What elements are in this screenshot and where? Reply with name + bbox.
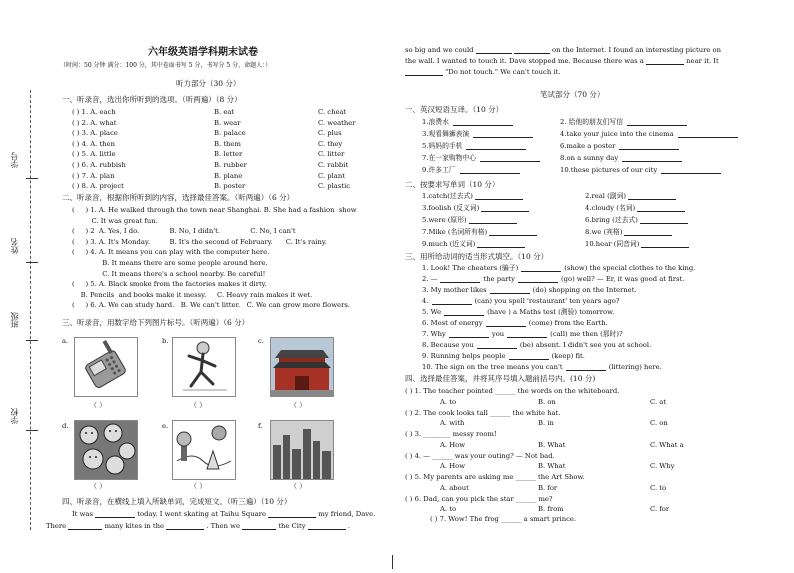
phrase-item bbox=[560, 154, 682, 162]
written-section-1-title: 一、英汉短语互译。（10 分） bbox=[405, 105, 504, 114]
answer-blank[interactable] bbox=[627, 125, 687, 126]
answer-blank[interactable] bbox=[466, 149, 526, 150]
verb-text: 10. The sign on the tree means you can't bbox=[422, 363, 563, 371]
city-picture bbox=[270, 420, 334, 480]
passage-text: many kites in the bbox=[104, 522, 164, 530]
phrase-item bbox=[560, 166, 721, 174]
pic-b-label: b. bbox=[162, 337, 169, 345]
answer-blank[interactable] bbox=[521, 271, 561, 272]
word-item bbox=[422, 192, 523, 200]
phrase-text: 3.观看舞狮表演 bbox=[422, 130, 470, 138]
verb-text: (littering) here. bbox=[608, 363, 662, 371]
answer-blank[interactable] bbox=[619, 149, 679, 150]
mc-question: ( ) 4. — ______ was your outing? — Not bad. bbox=[405, 451, 555, 460]
name-field[interactable] bbox=[26, 262, 38, 263]
answer-blank[interactable] bbox=[566, 370, 606, 371]
phrase-item bbox=[422, 166, 520, 174]
listening-header: 听力部分（30 分） bbox=[176, 79, 241, 88]
section-2-title: 二、听录音，根据你所听到的内容，选择最佳答案。（听两遍）（6 分） bbox=[62, 193, 295, 202]
verb-text: 3. My mother likes bbox=[422, 286, 487, 294]
section-4-title: 四、听录音，在横线上填入所缺单词，完成短文。（听三遍）（10 分） bbox=[62, 497, 292, 506]
passage-blank[interactable] bbox=[166, 529, 204, 530]
verb-text: (show) the special clothes to the king. bbox=[564, 264, 696, 272]
mc-option[interactable]: C. on bbox=[650, 419, 668, 427]
mc-question-7: ( ) 7. Wow! The frog ______ a smart prince. bbox=[430, 515, 577, 523]
word-text: 10.hear (同音词) bbox=[585, 240, 640, 248]
question-line: ( ) 5. A. Black smoke from the factories makes it dirty. bbox=[72, 280, 267, 289]
passage-text: There bbox=[46, 522, 67, 530]
option-c: C. plus bbox=[318, 129, 342, 138]
answer-blank[interactable] bbox=[475, 199, 523, 200]
mc-question: ( ) 5. My parents are asking me ______ the Art Show. bbox=[405, 473, 585, 481]
phrase-text: 9.许多工厂 bbox=[422, 166, 456, 174]
pic-d-answer[interactable]: （ ） bbox=[90, 482, 107, 490]
answer-blank[interactable] bbox=[432, 304, 472, 305]
option-a: ( ) 8. A. project bbox=[72, 182, 124, 191]
verb-text: you bbox=[491, 330, 505, 338]
mc-option[interactable]: C. for bbox=[650, 505, 670, 513]
answer-blank[interactable] bbox=[444, 315, 484, 316]
verb-text: (do) shopping on the Internet. bbox=[532, 286, 637, 294]
passage-blank[interactable] bbox=[476, 53, 512, 54]
phrase-text: 5.妈妈的手机 bbox=[422, 142, 463, 150]
option-b: B. letter bbox=[214, 150, 243, 159]
verb-item bbox=[422, 308, 614, 316]
written-section-4-title: 四、选择最佳答案，并将其序号填入题前括号内。(10 分) bbox=[405, 374, 596, 383]
mc-option[interactable]: B. for bbox=[538, 483, 558, 492]
answer-blank[interactable] bbox=[490, 293, 530, 294]
section-1-title: 一、听录音，选出你所听到的选项。（听两遍）（8 分） bbox=[62, 95, 242, 104]
mc-option[interactable]: B. What bbox=[538, 440, 566, 449]
verb-text: 2. — bbox=[422, 275, 438, 283]
question-line: ( ) 4. A. It means you can play with the computer here. bbox=[72, 248, 270, 257]
phrase-text: 4.take your juice into the cinema bbox=[560, 130, 674, 138]
cut-line bbox=[30, 90, 31, 530]
passage-blank[interactable] bbox=[308, 529, 346, 530]
option-c: C. weather bbox=[318, 118, 356, 127]
option-c: C. litter bbox=[318, 150, 345, 159]
answer-blank[interactable] bbox=[481, 211, 529, 212]
phrase-item bbox=[422, 154, 540, 162]
phone-picture bbox=[74, 337, 138, 397]
verb-text: (keep) fit. bbox=[551, 352, 585, 360]
phrase-text: 8.on a sunny day bbox=[560, 154, 619, 162]
passage-text: . bbox=[347, 522, 351, 530]
answer-blank[interactable] bbox=[640, 223, 688, 224]
passage-text: the City bbox=[278, 522, 306, 530]
answer-blank[interactable] bbox=[678, 137, 738, 138]
answer-blank[interactable] bbox=[518, 282, 558, 283]
passage-blank[interactable] bbox=[405, 75, 443, 76]
option-a: ( ) 2. A. what bbox=[72, 118, 117, 127]
word-item bbox=[422, 204, 529, 212]
option-b: B. them bbox=[214, 139, 241, 148]
word-text: 2.real (副词) bbox=[585, 192, 627, 200]
verb-text: (have ) a Maths test (测验) tomorrow. bbox=[487, 308, 615, 316]
word-item bbox=[585, 204, 685, 212]
running-figure-picture bbox=[172, 337, 236, 397]
word-text: 7.Mike (名词所有格) bbox=[422, 228, 488, 236]
word-text: 3.foolish (反义词) bbox=[422, 204, 480, 212]
question-line: ( ) 1. A. He walked through the town near Shanghai. B. She had a fashion show bbox=[72, 206, 357, 214]
class-label: 班级 bbox=[10, 312, 19, 328]
passage-line-5 bbox=[405, 68, 560, 76]
palace-picture bbox=[270, 337, 334, 397]
word-text: 1.catch(过去式) bbox=[422, 192, 473, 200]
passage-line-1 bbox=[72, 510, 375, 518]
written-section-3-title: 三、用所给动词的适当形式填空。（10 分） bbox=[405, 252, 549, 261]
answer-blank[interactable] bbox=[486, 326, 526, 327]
option-a: ( ) 5. A. little bbox=[72, 150, 116, 159]
passage-text: the wall. I wanted to touch it. Dave stopped me. Because there was a bbox=[405, 57, 644, 65]
answer-blank[interactable] bbox=[477, 348, 517, 349]
question-line: ( ) 3. A. It's Monday. B. It's the second of February. C. It's rainy. bbox=[72, 237, 327, 246]
written-header: 笔试部分（70 分） bbox=[540, 90, 605, 99]
verb-text: 8. Because you bbox=[422, 341, 474, 349]
answer-blank[interactable] bbox=[460, 173, 520, 174]
passage-text: It was bbox=[72, 510, 93, 518]
verb-item bbox=[422, 297, 620, 305]
question-line: B. Pencils and books make it messy. C. Heavy rain makes it wet. bbox=[72, 290, 313, 299]
phrase-item bbox=[560, 142, 679, 150]
option-c: C. rabbit bbox=[318, 161, 349, 169]
phrase-text: 10.these pictures of our city bbox=[560, 166, 658, 174]
answer-blank[interactable] bbox=[473, 137, 533, 138]
phrase-text: 1.浪费水 bbox=[422, 118, 449, 126]
answer-blank[interactable] bbox=[509, 359, 549, 360]
phrase-text: 7.在一家购物中心 bbox=[422, 154, 477, 162]
option-b: B. wear bbox=[214, 118, 241, 127]
option-b: B. poster bbox=[214, 182, 246, 191]
passage-blank[interactable] bbox=[514, 53, 550, 54]
verb-text: (call) me then (那时)? bbox=[550, 330, 623, 338]
student-number-field[interactable] bbox=[26, 178, 38, 179]
option-a: ( ) 7. A. plan bbox=[72, 171, 115, 180]
pic-a-answer[interactable]: （ ） bbox=[90, 401, 107, 409]
verb-text: (be) absent. I didn't see you at school. bbox=[519, 341, 652, 349]
verb-item bbox=[422, 319, 608, 327]
word-item bbox=[585, 216, 688, 224]
option-b: B. palace bbox=[214, 129, 246, 138]
verb-text: (come) from the Earth. bbox=[528, 319, 608, 327]
verb-text: 6. Most of energy bbox=[422, 319, 483, 327]
passage-text: on the Internet. I found an interesting picture on bbox=[552, 46, 721, 54]
passage-text: today. I went skating at Taihu Square bbox=[137, 510, 266, 518]
pic-c-label: c. bbox=[258, 337, 264, 345]
mc-option[interactable]: C. Why bbox=[650, 462, 675, 470]
verb-item bbox=[422, 330, 623, 338]
mc-option[interactable]: B. on bbox=[538, 397, 556, 406]
passage-blank[interactable] bbox=[268, 517, 316, 518]
mc-option[interactable]: C. What a bbox=[650, 440, 684, 449]
passage-line-3 bbox=[405, 46, 721, 54]
binding-strip bbox=[8, 90, 38, 530]
answer-blank[interactable] bbox=[641, 247, 689, 248]
mc-option[interactable]: C. to bbox=[650, 483, 667, 492]
pic-a-label: a. bbox=[62, 337, 69, 345]
school-field[interactable] bbox=[26, 430, 38, 431]
mc-option[interactable]: C. at bbox=[650, 397, 667, 406]
word-text: 5.were (原形) bbox=[422, 216, 467, 224]
phrase-item bbox=[422, 130, 533, 138]
passage-text: "Do not touch." We can't touch it. bbox=[445, 68, 561, 76]
question-line: B. It means there are some people around here. bbox=[72, 259, 268, 267]
pic-e-answer[interactable]: （ ） bbox=[190, 482, 207, 490]
exam-info: （时间：50 分钟 满分：100 分，其中卷面书写 5 分，书写分 5 分，命题人：） bbox=[60, 62, 272, 69]
word-text: 6.bring (过去式) bbox=[585, 216, 638, 224]
answer-blank[interactable] bbox=[624, 235, 672, 236]
pic-b-answer[interactable]: （ ） bbox=[190, 401, 207, 409]
class-field[interactable] bbox=[26, 340, 38, 341]
mc-option[interactable]: A. with bbox=[440, 419, 465, 427]
pic-e-label: e. bbox=[162, 422, 169, 430]
column-divider bbox=[392, 555, 393, 569]
answer-blank[interactable] bbox=[637, 211, 685, 212]
pic-c-answer[interactable]: （ ） bbox=[290, 401, 307, 409]
option-a: ( ) 4. A. then bbox=[72, 139, 116, 148]
word-item bbox=[585, 240, 689, 248]
mc-question: ( ) 2. The cook looks tall ______ the white hat. bbox=[405, 408, 561, 417]
word-item bbox=[422, 228, 537, 236]
school-label: 学校 bbox=[10, 408, 19, 424]
verb-text: (can) you spell 'restaurant' ten years ago? bbox=[474, 297, 620, 305]
word-item bbox=[585, 192, 676, 200]
word-item bbox=[422, 240, 525, 248]
passage-text: . Then we bbox=[206, 522, 240, 530]
written-section-2-title: 二、按要求写单词（10 分） bbox=[405, 180, 500, 189]
option-a: ( ) 1. A. each bbox=[72, 108, 116, 116]
verb-item bbox=[422, 352, 585, 360]
name-label: 姓名 bbox=[10, 238, 19, 254]
verb-text: 9. Running helps people bbox=[422, 352, 506, 360]
pic-f-answer[interactable]: （ ） bbox=[290, 482, 307, 490]
verb-text: the party bbox=[483, 275, 515, 283]
mc-option[interactable]: A. to bbox=[440, 397, 457, 406]
mc-option[interactable]: B. from bbox=[538, 505, 564, 513]
word-item bbox=[422, 216, 517, 224]
phrase-item bbox=[560, 118, 687, 126]
phrase-text: 2. 给他的朋友们写信 bbox=[560, 118, 624, 126]
answer-blank[interactable] bbox=[469, 223, 517, 224]
answer-blank[interactable] bbox=[477, 247, 525, 248]
word-text: 4.cloudy (名词) bbox=[585, 204, 636, 212]
answer-blank[interactable] bbox=[440, 282, 480, 283]
phrase-item bbox=[422, 118, 513, 126]
mc-option[interactable]: B. in bbox=[538, 419, 554, 427]
pic-f-label: f. bbox=[258, 422, 263, 430]
question-line: C. It means there's a school nearby. Be careful! bbox=[72, 269, 266, 278]
exam-title: 六年级英语学科期末试卷 bbox=[148, 47, 258, 58]
verb-item bbox=[422, 363, 662, 371]
option-a: ( ) 6. A. rubbish bbox=[72, 161, 126, 169]
mc-question: ( ) 6. Dad, can you pick the star ______ me? bbox=[405, 494, 553, 503]
student-number-label: 学号 bbox=[10, 152, 19, 168]
passage-blank[interactable] bbox=[95, 517, 135, 518]
pic-d-label: d. bbox=[62, 422, 69, 430]
question-line: ( ) 6. A. We can study hard. B. We can't litter. C. We can grow more flowers. bbox=[72, 301, 350, 310]
passage-blank[interactable] bbox=[242, 529, 276, 530]
phrase-text: 6.make a poster bbox=[560, 142, 616, 150]
phrase-item bbox=[422, 142, 526, 150]
word-item bbox=[585, 228, 672, 236]
option-a: ( ) 3. A. place bbox=[72, 129, 118, 138]
answer-blank[interactable] bbox=[453, 125, 513, 126]
answer-blank[interactable] bbox=[489, 235, 537, 236]
mc-option[interactable]: A. How bbox=[440, 462, 466, 470]
verb-text: 5. We bbox=[422, 308, 442, 316]
phrase-item bbox=[560, 130, 738, 138]
answer-blank[interactable] bbox=[661, 173, 721, 174]
faces-picture bbox=[74, 420, 138, 480]
option-b: B. rubber bbox=[214, 161, 247, 169]
passage-text: so big and we could bbox=[405, 46, 474, 54]
verb-text: (go) well? — Er, it was good at first. bbox=[560, 275, 685, 283]
question-line: ( ) 2 A. Yes, I do. B. No, I didn't. C. No, I can't bbox=[72, 227, 296, 236]
mc-question: ( ) 3. ________ messy room! bbox=[405, 430, 497, 438]
mc-question: ( ) 1. The teacher pointed ______ the words on the whiteboard. bbox=[405, 387, 620, 395]
section-3-title: 三、听录音，用数字给下列图片标号。（听两遍）（6 分） bbox=[62, 318, 250, 327]
option-c: C. they bbox=[318, 139, 343, 148]
passage-blank[interactable] bbox=[646, 64, 684, 65]
verb-text: 1. Look! The cheaters (骗子) bbox=[422, 264, 519, 272]
verb-item bbox=[422, 286, 637, 294]
answer-blank[interactable] bbox=[622, 161, 682, 162]
option-c: C. cheat bbox=[318, 108, 347, 116]
answer-blank[interactable] bbox=[628, 199, 676, 200]
option-b: B. eat bbox=[214, 108, 235, 116]
option-c: C. plastic bbox=[318, 182, 351, 191]
verb-text: 4. bbox=[422, 297, 429, 305]
verb-item bbox=[422, 264, 695, 272]
passage-blank[interactable] bbox=[68, 529, 102, 530]
verb-text: 7. Why bbox=[422, 330, 446, 338]
park-sketch-picture bbox=[172, 420, 236, 480]
passage-text: my friend, Dave. bbox=[318, 510, 376, 518]
question-line: C. It was great fun. bbox=[72, 216, 158, 225]
option-b: B. plane bbox=[214, 171, 243, 180]
verb-item bbox=[422, 275, 684, 283]
passage-line-4 bbox=[405, 57, 719, 65]
mc-option[interactable]: A. How bbox=[440, 440, 466, 449]
answer-blank[interactable] bbox=[507, 337, 547, 338]
passage-line-2 bbox=[46, 522, 350, 530]
mc-option[interactable]: B. What bbox=[538, 462, 566, 470]
answer-blank[interactable] bbox=[480, 161, 540, 162]
verb-item bbox=[422, 341, 651, 349]
mc-option[interactable]: A. about bbox=[440, 483, 469, 492]
passage-text: near it. It bbox=[686, 57, 719, 65]
answer-blank[interactable] bbox=[449, 337, 489, 338]
option-c: C. plant bbox=[318, 171, 345, 180]
mc-option[interactable]: A. to bbox=[440, 505, 457, 513]
word-text: 8.we (宾格) bbox=[585, 228, 623, 236]
word-text: 9.much (近义词) bbox=[422, 240, 476, 248]
